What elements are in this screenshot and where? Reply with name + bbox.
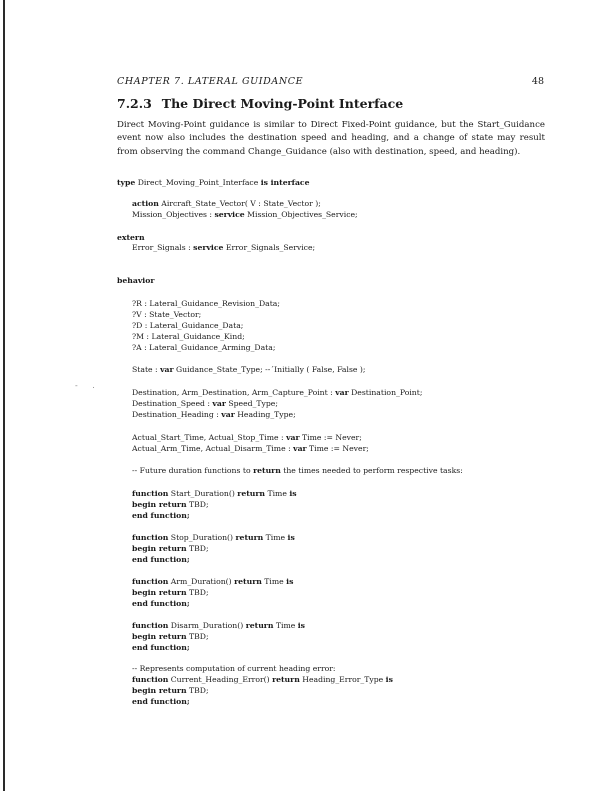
kw-var: var (335, 388, 349, 397)
function-end: end function; (132, 697, 190, 706)
function-name: Start_Duration() (168, 489, 238, 498)
kw-begin: begin (132, 588, 157, 597)
function-value: TBD; (186, 588, 209, 597)
mission-post: Mission_Objectives_Service; (244, 210, 358, 219)
kw-return: return (237, 489, 266, 498)
kw-behavior: behavior (117, 276, 155, 285)
code-behavior (117, 276, 154, 286)
time1-pre: Actual_Start_Time, Actual_Stop_Time : (132, 433, 287, 442)
function-body (132, 500, 209, 510)
function-value: TBD; (186, 544, 209, 553)
code-future-comment (132, 466, 463, 476)
kw-var: var (160, 365, 174, 374)
function-type: Heading_Error_Type (299, 675, 386, 684)
kw-return: return (156, 686, 187, 695)
kw-return: return (245, 621, 274, 630)
kw-begin: begin (132, 632, 157, 641)
kw-type: type (117, 178, 136, 187)
code-type-line (117, 178, 310, 188)
speed-post: Speed_Type; (225, 399, 278, 408)
kw-var: var (221, 410, 235, 419)
code-time1-line (132, 433, 362, 443)
code-heading-line (132, 410, 296, 420)
mission-pre: Mission_Objectives : (132, 210, 215, 219)
function-name: Arm_Duration() (168, 577, 235, 586)
kw-begin: begin (132, 500, 157, 509)
kw-begin: begin (132, 544, 157, 553)
function-body (132, 588, 209, 598)
comment-post: the times needed to perform respective tasks: (280, 466, 463, 475)
kw-return: return (156, 588, 187, 597)
section-title: The Direct Moving-Point Interface (161, 96, 404, 111)
function-value: TBD; (186, 686, 209, 695)
kw-interface: interface (267, 178, 310, 187)
dest-post: Destination_Point; (348, 388, 423, 397)
section-number: 7.2.3 (117, 96, 152, 111)
code-time2-line (132, 444, 369, 454)
function-type: Time (273, 621, 298, 630)
dest-pre: Destination, Arm_Destination, Arm_Capture_Point : (132, 388, 336, 397)
function-body (132, 632, 209, 642)
kw-begin: begin (132, 686, 157, 695)
comment-pre: -- Future duration functions to (132, 466, 254, 475)
kw-function: function (132, 621, 169, 630)
state-pre: State : (132, 365, 161, 374)
kw-function: function (132, 533, 169, 542)
function-name: Stop_Duration() (168, 533, 236, 542)
kw-function: function (132, 489, 169, 498)
var-line: ?R : Lateral_Guidance_Revision_Data; (132, 299, 280, 308)
function-body (132, 544, 209, 554)
var-line: ?D : Lateral_Guidance_Data; (132, 321, 244, 330)
kw-service: service (214, 210, 245, 219)
var-line: ?A : Lateral_Guidance_Arming_Data; (132, 343, 276, 352)
function-type: Time (263, 533, 288, 542)
kw-function: function (132, 675, 169, 684)
heading-pre: Destination_Heading : (132, 410, 222, 419)
code-speed-line (132, 399, 278, 409)
function-name: Disarm_Duration() (168, 621, 246, 630)
function-type: Time (265, 489, 290, 498)
code-state-line (132, 365, 366, 375)
var-line: ?M : Lateral_Guidance_Kind; (132, 332, 245, 341)
kw-is: is (385, 675, 393, 684)
function-end: end function; (132, 643, 190, 652)
code-dest-line (132, 388, 422, 398)
function-body (132, 686, 209, 696)
intro-paragraph: Direct Moving-Point guidance is similar to Direct Fixed-Point guidance, but the Start_Guidance event now also includes the destination speed and heading, and a change of state may result from observing the command Change_Guidance (also with destination, speed, and heading). (117, 120, 545, 157)
kw-action: action (132, 199, 159, 208)
error-pre: Error_Signals : (132, 243, 194, 252)
code-action-line (132, 199, 321, 209)
kw-return: return (156, 544, 187, 553)
kw-is: is (297, 621, 306, 630)
var-line: ?V : State_Vector; (132, 310, 202, 319)
kw-is: is (287, 533, 295, 542)
kw-return: return (235, 533, 264, 542)
chapter-title: CHAPTER 7. LATERAL GUIDANCE (117, 76, 304, 87)
code-error-line (132, 243, 315, 253)
kw-var: var (212, 399, 226, 408)
kw-return: return (272, 675, 300, 684)
kw-extern: extern (117, 233, 145, 242)
function-header (132, 577, 293, 587)
function-header (132, 489, 297, 499)
kw-return: return (234, 577, 262, 586)
kw-return: return (253, 466, 281, 475)
kw-service: service (193, 243, 224, 252)
heading-post: Heading_Type; (234, 410, 296, 419)
function-name: Current_Heading_Error() (168, 675, 273, 684)
function-header (132, 675, 393, 685)
function-end: end function; (132, 599, 190, 608)
speed-pre: Destination_Speed : (132, 399, 213, 408)
time1-post: Time := Never; (299, 433, 362, 442)
code-mission-line (132, 210, 358, 220)
function-header (132, 533, 295, 543)
code-heading-comment: -- Represents computation of current heading error: (132, 664, 336, 673)
error-post: Error_Signals_Service; (223, 243, 316, 252)
time2-post: Time := Never; (306, 444, 369, 453)
kw-is: is (289, 489, 297, 498)
function-end: end function; (132, 511, 190, 520)
running-header (117, 76, 544, 87)
time2-pre: Actual_Arm_Time, Actual_Disarm_Time : (132, 444, 294, 453)
section-heading (117, 96, 403, 111)
kw-function: function (132, 577, 169, 586)
action-signature: Aircraft_State_Vector( V : State_Vector ); (158, 199, 321, 208)
kw-is: is (260, 178, 268, 187)
kw-is: is (286, 577, 294, 586)
function-header (132, 621, 305, 631)
function-value: TBD; (186, 500, 209, 509)
interface-name: Direct_Moving_Point_Interface (135, 178, 261, 187)
kw-var: var (286, 433, 300, 442)
kw-return: return (156, 500, 187, 509)
scan-edge-rule (3, 0, 5, 791)
state-post: Guidance_State_Type; --´Initially ( False, False ); (173, 365, 366, 374)
function-type: Time (261, 577, 287, 586)
page-number: 48 (531, 76, 544, 87)
stray-mark: - . (75, 381, 101, 390)
kw-return: return (156, 632, 187, 641)
code-extern (117, 233, 145, 243)
function-end: end function; (132, 555, 190, 564)
kw-var: var (293, 444, 307, 453)
function-value: TBD; (186, 632, 209, 641)
